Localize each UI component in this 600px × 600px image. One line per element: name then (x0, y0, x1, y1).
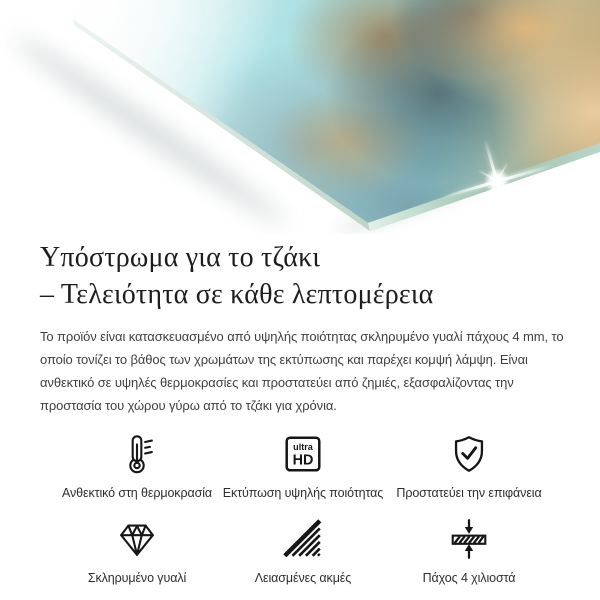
description-section (0, 234, 600, 585)
feature-grid (40, 431, 566, 585)
feature-protects-surface (386, 431, 552, 500)
ultra-hd-icon (280, 431, 326, 477)
feature-tempered-glass (54, 516, 220, 585)
product-photo (0, 0, 600, 234)
shield-check-icon (446, 431, 492, 477)
feature-label: Εκτύπωση υψηλής ποιότητας (222, 486, 384, 500)
ultra-hd-text-bottom: HD (292, 452, 314, 469)
page-title-line1: Υπόστρωμα για το τζάκι (40, 242, 321, 273)
feature-label: Ανθεκτικό στη θερμοκρασία (61, 486, 213, 500)
feature-label: Λειασμένες ακμές (254, 571, 352, 585)
thermometer-icon (114, 431, 160, 477)
feature-label: Προστατεύει την επιφάνεια (396, 486, 542, 500)
feature-label: Σκληρυμένο γυαλί (87, 571, 187, 585)
feature-label: Πάχος 4 χιλιοστά (422, 571, 516, 585)
page-title (40, 239, 566, 313)
sparkle-glow (484, 168, 510, 194)
feature-ultra-hd (220, 431, 386, 500)
ultra-hd-text-top: ultra (293, 442, 313, 453)
product-description: Το προϊόν είναι κατασκευασμένο από υψηλής ποιότητας σκληρυμένο γυαλί πάχους 4 mm, το οποίο τονίζει το βάθος των χρωμάτων της εκτύπωσης και παρέχει κομψή λάμψη. Είναι ανθεκτικό σε υψηλές θερμοκρασίες και προστατεύει από ζημιές, εξασφαλίζοντας την προστασία του χώρου γύρω από το τζάκι για χρόνια. (40, 329, 564, 413)
feature-thickness (386, 516, 552, 585)
feature-temperature (54, 431, 220, 500)
feature-polished-edges (220, 516, 386, 585)
diamond-icon (114, 516, 160, 562)
polished-edges-icon (280, 516, 326, 562)
thickness-icon (446, 516, 492, 562)
page-title-line2: – Τελειότητα σε κάθε λεπτομέρεια (40, 279, 434, 310)
